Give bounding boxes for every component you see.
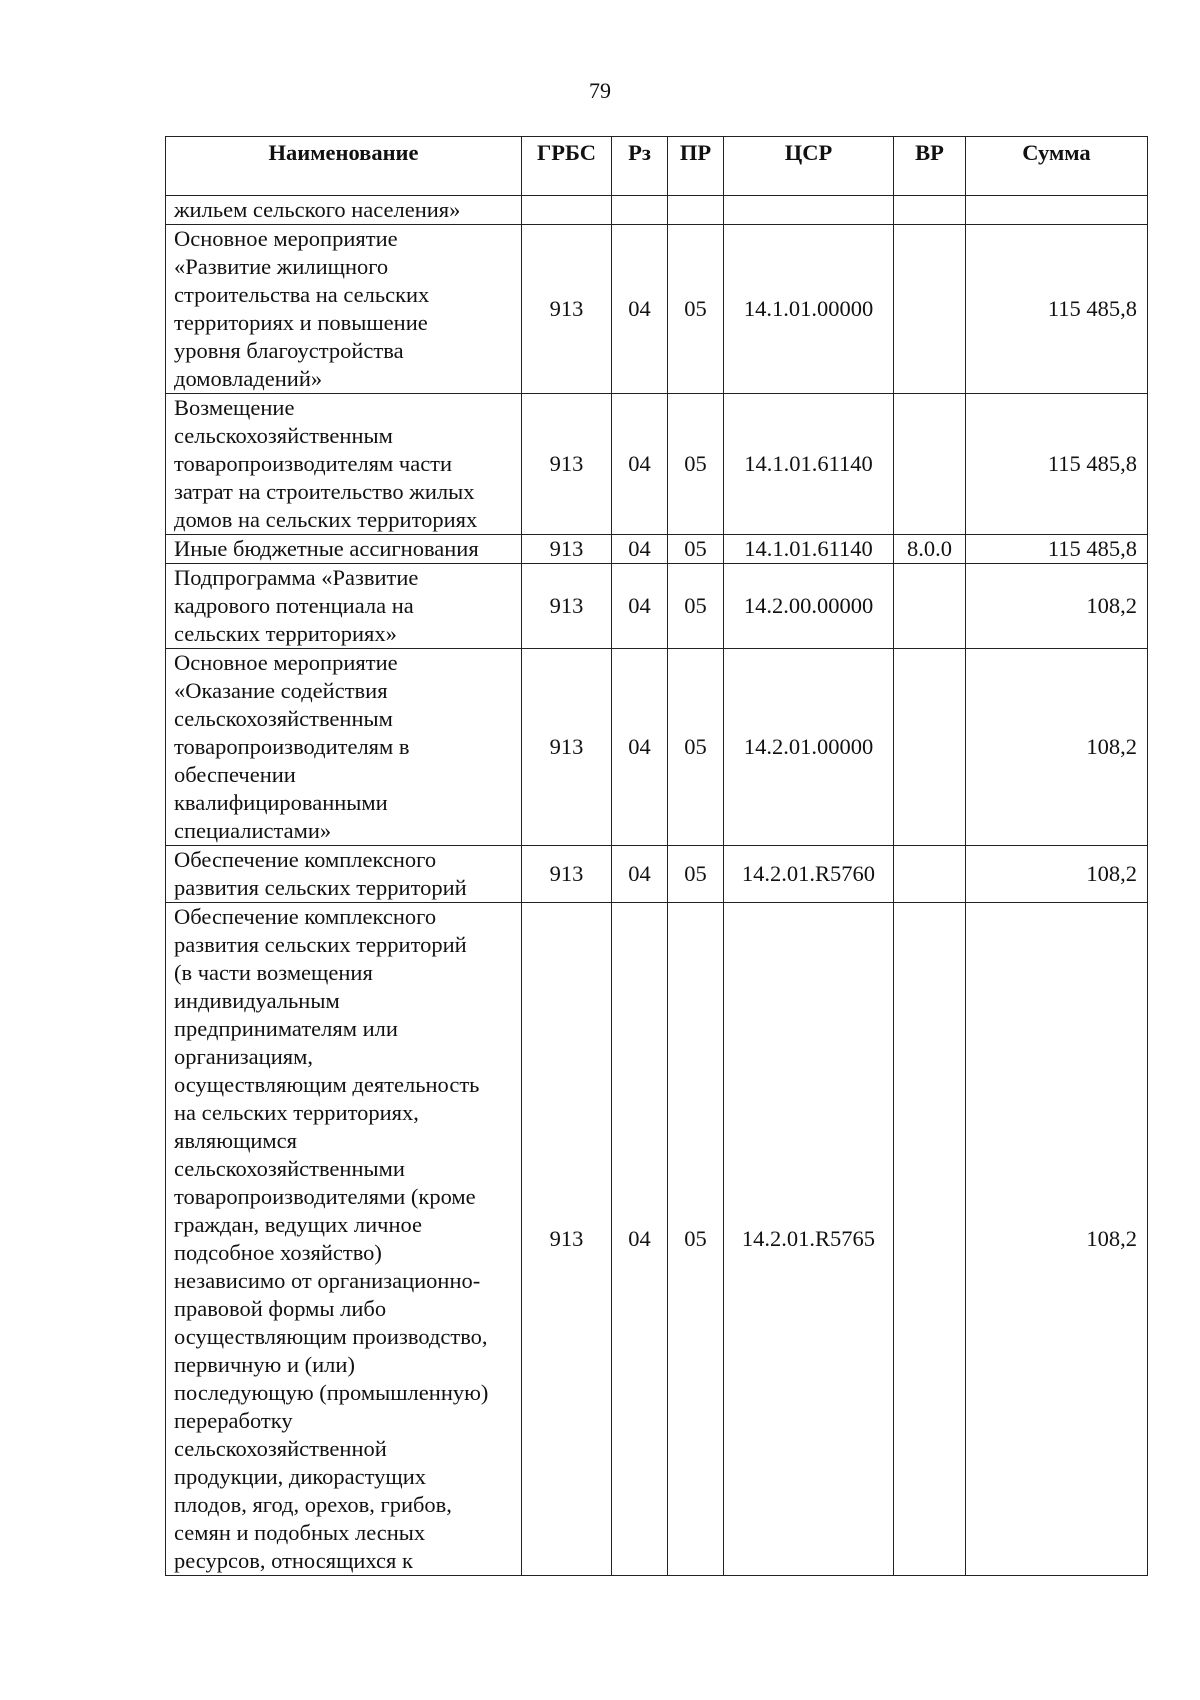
header-csr: ЦСР — [724, 137, 894, 196]
table-row — [166, 649, 1148, 846]
table-row — [166, 903, 1148, 1576]
cell-csr: 14.2.00.00000 — [724, 564, 894, 649]
cell-vr: 8.0.0 — [894, 535, 966, 564]
cell-rz: 04 — [612, 564, 668, 649]
header-sum: Сумма — [966, 137, 1148, 196]
table-row — [166, 535, 1148, 564]
cell-pr: 05 — [668, 649, 724, 846]
cell-csr: 14.1.01.61140 — [724, 394, 894, 535]
cell-pr: 05 — [668, 225, 724, 394]
table-row — [166, 394, 1148, 535]
cell-vr — [894, 196, 966, 225]
cell-pr — [668, 196, 724, 225]
cell-csr: 14.2.01.R5760 — [724, 846, 894, 903]
cell-sum: 115 485,8 — [966, 225, 1148, 394]
cell-grbs: 913 — [522, 394, 612, 535]
cell-rz: 04 — [612, 394, 668, 535]
cell-pr: 05 — [668, 846, 724, 903]
table-body — [166, 196, 1148, 1576]
table-row — [166, 196, 1148, 225]
cell-csr: 14.2.01.R5765 — [724, 903, 894, 1576]
cell-vr — [894, 225, 966, 394]
cell-grbs — [522, 196, 612, 225]
cell-name: Иные бюджетные ассигнования — [166, 535, 522, 564]
cell-pr: 05 — [668, 535, 724, 564]
cell-name: Основное мероприятие «Оказание содействия сельскохозяйственным товаропроизводителям в обеспечении квалифицированными специалистами» — [166, 649, 522, 846]
cell-rz: 04 — [612, 535, 668, 564]
cell-vr — [894, 903, 966, 1576]
cell-vr — [894, 846, 966, 903]
header-rz: Рз — [612, 137, 668, 196]
cell-pr: 05 — [668, 564, 724, 649]
header-name: Наименование — [166, 137, 522, 196]
cell-grbs: 913 — [522, 225, 612, 394]
cell-name: Основное мероприятие «Развитие жилищного строительства на сельских территориях и повышение уровня благоустройства домовладений» — [166, 225, 522, 394]
cell-sum: 108,2 — [966, 564, 1148, 649]
cell-rz: 04 — [612, 649, 668, 846]
cell-sum — [966, 196, 1148, 225]
cell-pr: 05 — [668, 394, 724, 535]
cell-csr — [724, 196, 894, 225]
cell-grbs: 913 — [522, 846, 612, 903]
table-row — [166, 846, 1148, 903]
cell-name: Обеспечение комплексного развития сельских территорий — [166, 846, 522, 903]
cell-grbs: 913 — [522, 535, 612, 564]
cell-rz: 04 — [612, 225, 668, 394]
header-grbs: ГРБС — [522, 137, 612, 196]
cell-csr: 14.1.01.00000 — [724, 225, 894, 394]
budget-table — [165, 136, 1148, 1576]
cell-name: жильем сельского населения» — [166, 196, 522, 225]
cell-vr — [894, 564, 966, 649]
cell-rz: 04 — [612, 903, 668, 1576]
page-number: 79 — [589, 78, 611, 103]
cell-name: Обеспечение комплексного развития сельских территорий (в части возмещения индивидуальным предпринимателям или организациям, осуществляющим деятельность на сельских территориях, являющимся сельскохозяйственными товаропроизводителями (кроме граждан, ведущих личное подсобное хозяйство) независимо от организационно- правовой формы либо осуществляющим производство, первичную и (или) последующую (промышленную) переработку сельскохозяйственной продукции, дикорастущих плодов, ягод, орехов, грибов, семян и подобных лесных ресурсов, относящихся к — [166, 903, 522, 1576]
cell-sum: 108,2 — [966, 903, 1148, 1576]
cell-grbs: 913 — [522, 903, 612, 1576]
cell-grbs: 913 — [522, 564, 612, 649]
cell-vr — [894, 649, 966, 846]
cell-name: Возмещение сельскохозяйственным товаропроизводителям части затрат на строительство жилых домов на сельских территориях — [166, 394, 522, 535]
header-pr: ПР — [668, 137, 724, 196]
table-header-row — [166, 137, 1148, 196]
cell-sum: 108,2 — [966, 649, 1148, 846]
cell-vr — [894, 394, 966, 535]
cell-sum: 108,2 — [966, 846, 1148, 903]
cell-rz: 04 — [612, 846, 668, 903]
cell-csr: 14.2.01.00000 — [724, 649, 894, 846]
table-row — [166, 225, 1148, 394]
cell-sum: 115 485,8 — [966, 394, 1148, 535]
cell-rz — [612, 196, 668, 225]
cell-csr: 14.1.01.61140 — [724, 535, 894, 564]
header-vr: ВР — [894, 137, 966, 196]
cell-grbs: 913 — [522, 649, 612, 846]
cell-pr: 05 — [668, 903, 724, 1576]
cell-sum: 115 485,8 — [966, 535, 1148, 564]
cell-name: Подпрограмма «Развитие кадрового потенциала на сельских территориях» — [166, 564, 522, 649]
table-row — [166, 564, 1148, 649]
